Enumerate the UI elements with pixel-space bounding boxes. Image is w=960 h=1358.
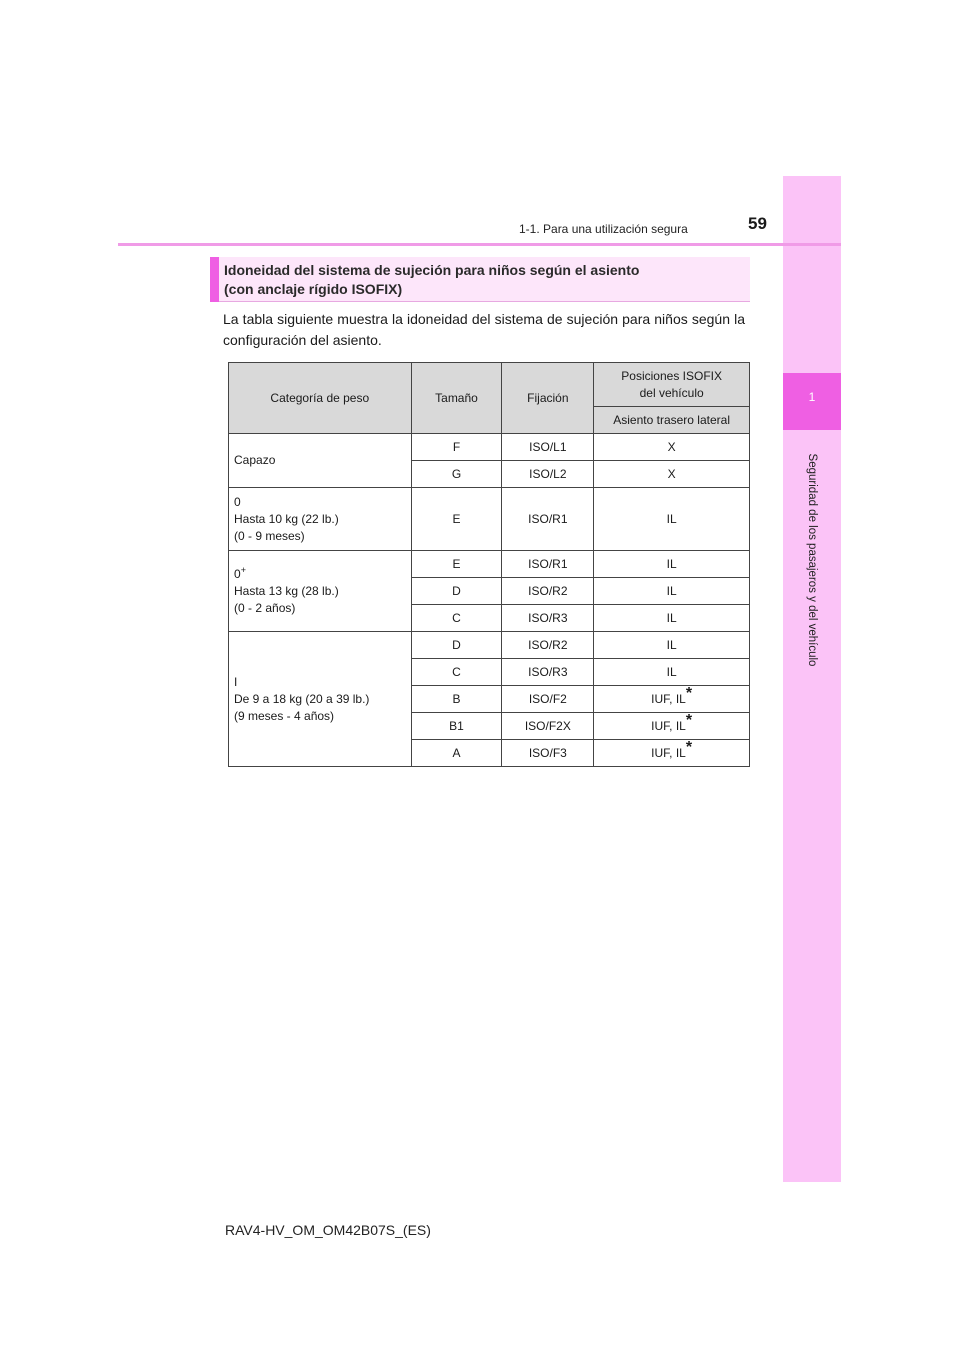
header-rear-outboard-seat: Asiento trasero lateral: [594, 407, 750, 434]
suitability-cell: IL: [594, 488, 750, 551]
table-row: [229, 434, 750, 461]
weight-category-cell: I De 9 a 18 kg (20 a 39 lb.) (9 meses - 4 años): [229, 632, 412, 767]
document-code: RAV4-HV_OM_OM42B07S_(ES): [225, 1222, 431, 1238]
fixation-cell: ISO/F2: [502, 686, 594, 713]
size-cell: F: [411, 434, 502, 461]
size-cell: E: [411, 551, 502, 578]
table-row: [229, 488, 750, 551]
fixation-cell: ISO/R2: [502, 578, 594, 605]
weight-category-cell: [229, 551, 412, 632]
section-heading-bar: [210, 257, 219, 302]
header-rule: [118, 243, 841, 246]
fixation-cell: ISO/L2: [502, 461, 594, 488]
suitability-cell: X: [594, 434, 750, 461]
category-description: Hasta 13 kg (28 lb.) (0 - 2 años): [234, 583, 339, 615]
fixation-cell: ISO/F2X: [502, 713, 594, 740]
suitability-value: IUF, IL: [651, 692, 686, 706]
chapter-number: 1: [808, 390, 816, 404]
fixation-cell: ISO/R3: [502, 659, 594, 686]
suitability-value: IUF, IL: [651, 719, 686, 733]
fixation-cell: ISO/F3: [502, 740, 594, 767]
fixation-cell: ISO/R1: [502, 488, 594, 551]
table-row: [229, 632, 750, 659]
footnote-mark: *: [685, 685, 693, 702]
table-row: [229, 551, 750, 578]
weight-category-cell: 0 Hasta 10 kg (22 lb.) (0 - 9 meses): [229, 488, 412, 551]
category-main: 0: [234, 566, 241, 581]
footnote-mark: *: [685, 739, 693, 756]
suitability-cell: [594, 713, 750, 740]
size-cell: C: [411, 605, 502, 632]
section-heading: [210, 257, 750, 302]
size-cell: E: [411, 488, 502, 551]
suitability-cell: IL: [594, 632, 750, 659]
header-fixation: Fijación: [502, 363, 594, 434]
intro-paragraph: La tabla siguiente muestra la idoneidad del sistema de sujeción para niños según la configuración del asiento.: [223, 311, 745, 348]
size-cell: G: [411, 461, 502, 488]
suitability-cell: [594, 740, 750, 767]
isofix-suitability-table: [228, 362, 750, 767]
footnote-mark: *: [685, 712, 693, 729]
fixation-cell: ISO/R2: [502, 632, 594, 659]
size-cell: C: [411, 659, 502, 686]
header-size: Tamaño: [411, 363, 502, 434]
chapter-label-text: Seguridad de los pasajeros y del vehículo: [806, 453, 818, 667]
size-cell: A: [411, 740, 502, 767]
fixation-cell: ISO/L1: [502, 434, 594, 461]
category-superscript: +: [240, 564, 246, 575]
suitability-cell: IL: [594, 605, 750, 632]
running-head: 1-1. Para una utilización segura: [519, 222, 688, 236]
header-weight-category: Categoría de peso: [229, 363, 412, 434]
size-cell: B: [411, 686, 502, 713]
header-isofix-positions: Posiciones ISOFIX del vehículo: [594, 363, 750, 407]
suitability-cell: X: [594, 461, 750, 488]
weight-category-cell: Capazo: [229, 434, 412, 488]
suitability-value: IUF, IL: [651, 746, 686, 760]
size-cell: B1: [411, 713, 502, 740]
suitability-cell: IL: [594, 659, 750, 686]
fixation-cell: ISO/R3: [502, 605, 594, 632]
size-cell: D: [411, 632, 502, 659]
side-tab: [783, 176, 841, 1182]
section-title: Idoneidad del sistema de sujeción para niños según el asiento (con anclaje rígido ISOFIX): [224, 262, 640, 297]
size-cell: D: [411, 578, 502, 605]
suitability-cell: [594, 686, 750, 713]
suitability-cell: IL: [594, 578, 750, 605]
suitability-cell: IL: [594, 551, 750, 578]
page-number: 59: [748, 214, 767, 233]
fixation-cell: ISO/R1: [502, 551, 594, 578]
